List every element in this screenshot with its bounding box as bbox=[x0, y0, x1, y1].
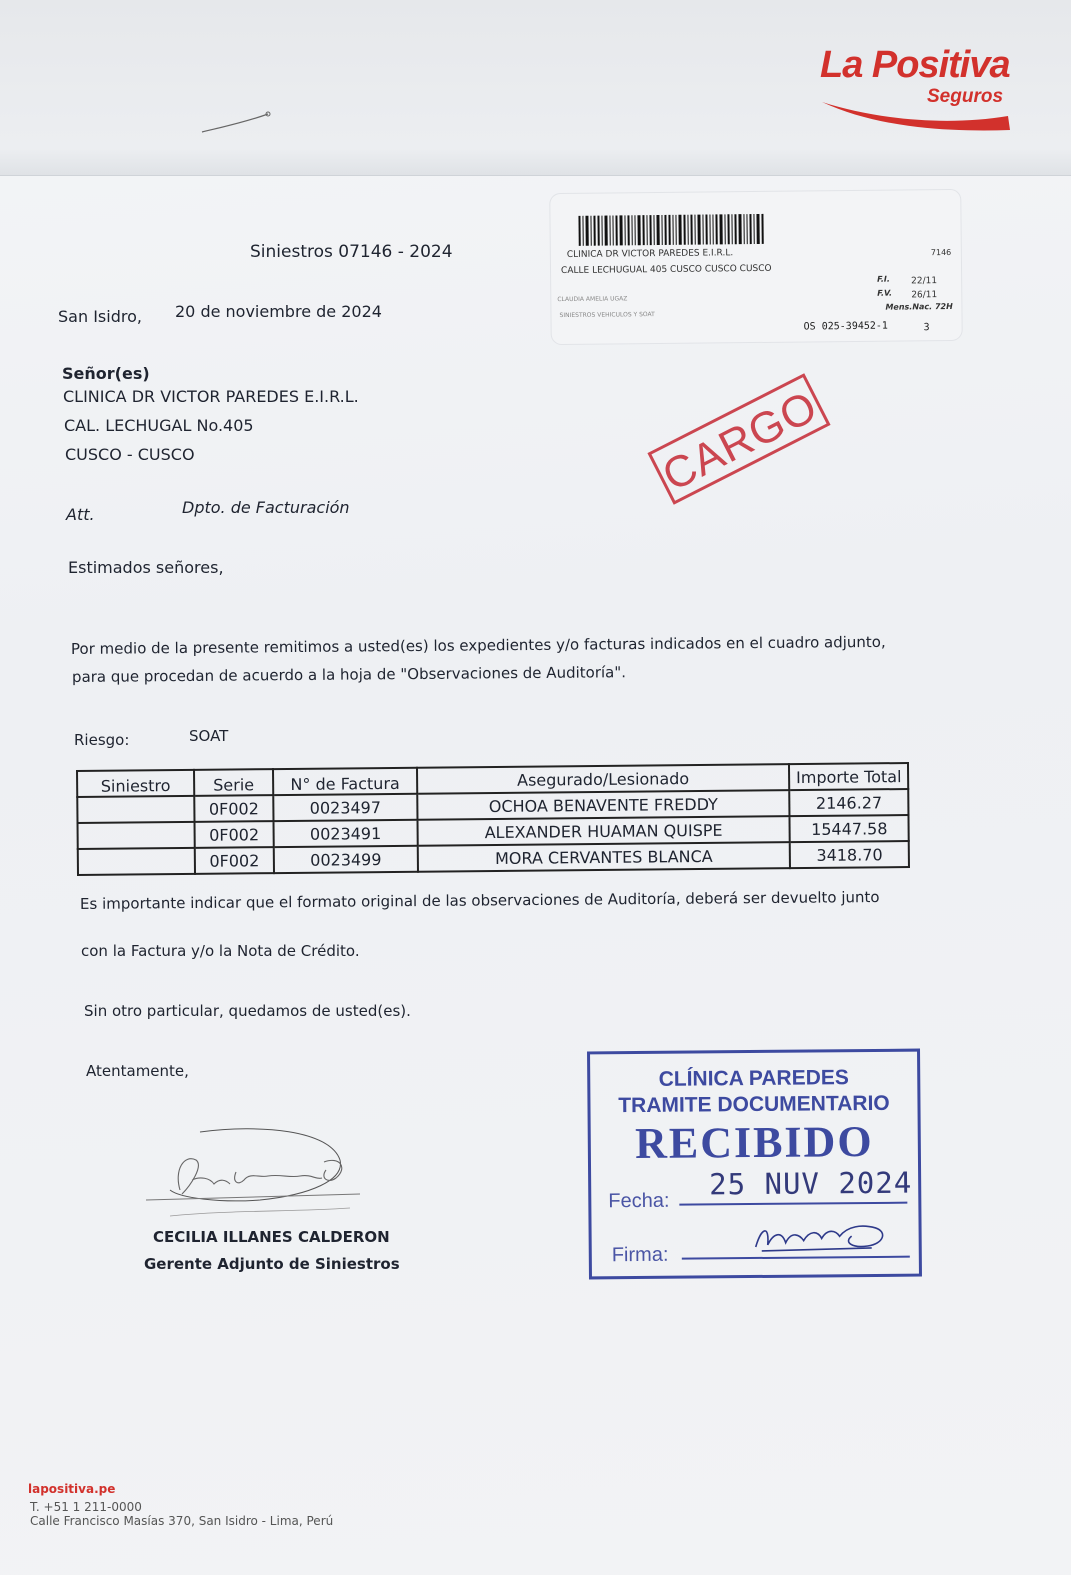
recipient-name: CLINICA DR VICTOR PAREDES E.I.R.L. bbox=[63, 387, 359, 406]
shipping-label bbox=[550, 190, 962, 344]
cell-serie: 0F002 bbox=[195, 821, 274, 848]
header-factura: N° de Factura bbox=[273, 768, 417, 795]
invoice-table bbox=[76, 762, 910, 876]
cell-factura: 0023491 bbox=[273, 820, 417, 847]
body-paragraph-2a: Es importante indicar que el formato original de las observaciones de Auditoría, deberá ser devuelto junto bbox=[79, 888, 880, 913]
signature-icon bbox=[140, 1120, 370, 1220]
label-fi: F.I. bbox=[877, 274, 890, 284]
recipient-city: CUSCO - CUSCO bbox=[65, 445, 195, 464]
recipient-street: CAL. LECHUGAL No.405 bbox=[64, 416, 254, 435]
stamp-department: TRAMITE DOCUMENTARIO bbox=[618, 1091, 890, 1118]
letter-date: 20 de noviembre de 2024 bbox=[175, 302, 382, 321]
received-stamp bbox=[587, 1049, 922, 1280]
cell-asegurado: ALEXANDER HUAMAN QUISPE bbox=[417, 816, 789, 846]
letter-place: San Isidro, bbox=[58, 307, 142, 326]
cell-siniestro bbox=[78, 822, 195, 849]
reference-number: Siniestros 07146 - 2024 bbox=[250, 242, 453, 262]
cell-asegurado: MORA CERVANTES BLANCA bbox=[418, 842, 790, 872]
cell-siniestro bbox=[78, 848, 195, 875]
footer-phone: T. +51 1 211-0000 bbox=[30, 1500, 142, 1514]
header-serie: Serie bbox=[194, 769, 273, 796]
cell-asegurado: OCHOA BENAVENTE FREDDY bbox=[417, 790, 789, 820]
stamp-fecha-value: 25 NUV 2024 bbox=[709, 1165, 913, 1202]
envelope-fold bbox=[0, 0, 1071, 176]
header-importe: Importe Total bbox=[789, 763, 909, 790]
signer-title: Gerente Adjunto de Siniestros bbox=[144, 1255, 400, 1273]
stamp-signature-icon bbox=[751, 1216, 891, 1257]
label-fi-value: 22/11 bbox=[911, 276, 938, 287]
cell-importe: 3418.70 bbox=[790, 841, 910, 868]
cell-importe: 2146.27 bbox=[789, 789, 909, 816]
cell-factura: 0023497 bbox=[273, 794, 417, 821]
cell-importe: 15447.58 bbox=[789, 815, 909, 842]
label-clinic: CLINICA DR VICTOR PAREDES E.I.R.L. bbox=[566, 248, 734, 260]
cell-factura: 0023499 bbox=[274, 846, 418, 873]
header-siniestro: Siniestro bbox=[77, 770, 194, 797]
brand-logo-sub: Seguros bbox=[927, 86, 1004, 107]
footer-address: Calle Francisco Masías 370, San Isidro - Lima, Perú bbox=[30, 1514, 334, 1528]
brand-logo: La Positiva bbox=[820, 44, 1010, 86]
cargo-stamp: CARGO bbox=[647, 373, 830, 505]
brand-swoosh-icon bbox=[818, 96, 1014, 136]
pencil-mark bbox=[198, 108, 273, 138]
label-area: SINIESTROS VEHICULOS Y SOAT bbox=[559, 311, 655, 320]
stamp-clinic: CLÍNICA PAREDES bbox=[658, 1066, 849, 1091]
label-service: Mens.Nac. 72H bbox=[885, 301, 953, 312]
salutation-title: Señor(es) bbox=[62, 364, 150, 383]
label-copies: 3 bbox=[923, 322, 930, 334]
att-value: Dpto. de Facturación bbox=[182, 498, 350, 517]
body-paragraph-1a: Por medio de la presente remitimos a usted(es) los expedientes y/o facturas indicados en el cuadro adjunto, bbox=[70, 632, 886, 658]
body-paragraph-2b: con la Factura y/o la Nota de Crédito. bbox=[81, 942, 360, 960]
label-contact: CLAUDIA AMELIA UGAZ bbox=[557, 295, 628, 304]
att-label: Att. bbox=[66, 505, 95, 524]
stamp-fecha-label: Fecha: bbox=[608, 1189, 670, 1213]
barcode-icon bbox=[578, 214, 794, 246]
fecha-underline bbox=[679, 1202, 907, 1206]
cell-siniestro bbox=[77, 796, 194, 823]
riesgo-label: Riesgo: bbox=[74, 731, 130, 749]
stamp-firma-label: Firma: bbox=[611, 1243, 669, 1267]
stamp-received-word: RECIBIDO bbox=[634, 1116, 874, 1169]
footer-website: lapositiva.pe bbox=[28, 1482, 116, 1496]
closing-regards: Atentamente, bbox=[86, 1062, 189, 1080]
body-paragraph-1b: para que procedan de acuerdo a la hoja de "Observaciones de Auditoría". bbox=[71, 663, 627, 686]
riesgo-value: SOAT bbox=[189, 727, 229, 745]
label-code: 7146 bbox=[930, 247, 952, 258]
closing-line: Sin otro particular, quedamos de usted(es). bbox=[84, 1002, 411, 1020]
signer-name: CECILIA ILLANES CALDERON bbox=[153, 1228, 390, 1246]
label-fv: F.V. bbox=[877, 288, 893, 298]
label-os-number: OS 025-39452-1 bbox=[803, 320, 888, 333]
label-fv-value: 26/11 bbox=[911, 290, 938, 301]
greeting: Estimados señores, bbox=[68, 558, 224, 577]
label-address: CALLE LECHUGUAL 405 CUSCO CUSCO CUSCO bbox=[560, 263, 772, 277]
cell-serie: 0F002 bbox=[195, 847, 274, 874]
header-asegurado: Asegurado/Lesionado bbox=[417, 764, 789, 794]
cell-serie: 0F002 bbox=[194, 795, 273, 822]
